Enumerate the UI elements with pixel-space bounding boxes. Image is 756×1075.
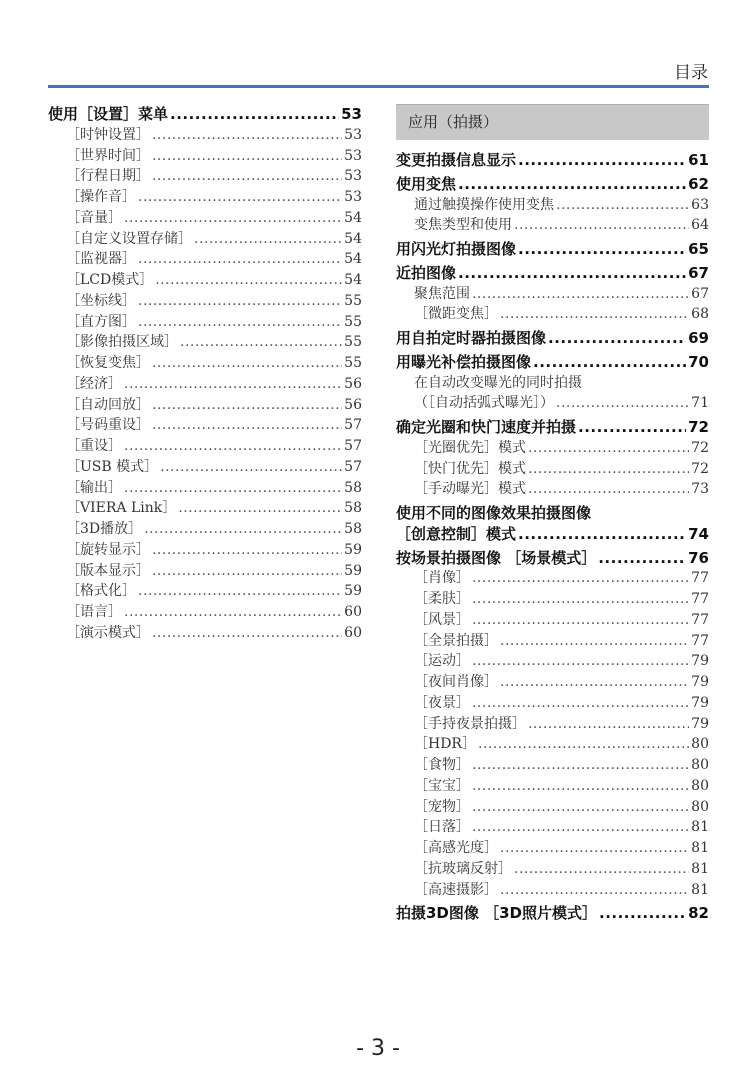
- toc-entry[interactable]: ［LCD模式］ ..... 54: [48, 270, 362, 291]
- toc-entry[interactable]: 变更拍摄信息显示 ..... 61: [396, 150, 709, 171]
- section-heading: 应用（拍摄）: [396, 104, 709, 140]
- toc-entry[interactable]: ［VIERA Link］ ..... 58: [48, 498, 362, 519]
- toc-entry[interactable]: ［全景拍摄］ ..... 77: [396, 631, 709, 652]
- page-number: - 3 -: [356, 1036, 400, 1061]
- toc-entry[interactable]: ［夜间肖像］ ..... 79: [396, 672, 709, 693]
- toc-entry[interactable]: ［3D播放］ ..... 58: [48, 519, 362, 540]
- toc-entry[interactable]: ［输出］ ..... 58: [48, 478, 362, 499]
- toc-entry[interactable]: ［运动］ ..... 79: [396, 651, 709, 672]
- toc-entry[interactable]: ［自动回放］ ..... 56: [48, 395, 362, 416]
- toc-entry[interactable]: ［夜景］ ..... 79: [396, 693, 709, 714]
- toc-entry[interactable]: 拍摄3D图像 ［3D照片模式］ ..... 82: [396, 903, 709, 924]
- toc-entry[interactable]: ［时钟设置］ ..... 53: [48, 125, 362, 146]
- toc-entry[interactable]: ［日落］ ..... 81: [396, 817, 709, 838]
- toc-entry[interactable]: 确定光圈和快门速度并拍摄 ..... 72: [396, 417, 709, 438]
- toc-entry[interactable]: ［肖像］ ..... 77: [396, 568, 709, 589]
- toc-entry[interactable]: ［宝宝］ ..... 80: [396, 776, 709, 797]
- toc-entry[interactable]: 通过触摸操作使用变焦 ..... 63: [396, 195, 709, 216]
- toc-entry[interactable]: 使用变焦 ..... 62: [396, 174, 709, 195]
- toc-entry-line[interactable]: 在自动改变曝光的同时拍摄: [414, 374, 582, 391]
- toc-entry[interactable]: 近拍图像 ..... 67: [396, 263, 709, 284]
- toc-entry[interactable]: ［微距变焦］ ..... 68: [396, 304, 709, 325]
- toc-entry[interactable]: ［操作音］ ..... 53: [48, 187, 362, 208]
- toc-entry[interactable]: ［版本显示］ ..... 59: [48, 561, 362, 582]
- toc-entry[interactable]: 聚焦范围 ..... 67: [396, 284, 709, 305]
- toc-entry[interactable]: 变焦类型和使用 ..... 64: [396, 215, 709, 236]
- toc-left-column: [48, 104, 362, 644]
- toc-entry[interactable]: ［USB 模式］ ..... 57: [48, 457, 362, 478]
- toc-entry[interactable]: ［坐标线］ ..... 55: [48, 291, 362, 312]
- toc-entry[interactable]: ［行程日期］ ..... 53: [48, 166, 362, 187]
- toc-entry[interactable]: ［高感光度］ ..... 81: [396, 838, 709, 859]
- toc-entry[interactable]: ［音量］ ..... 54: [48, 208, 362, 229]
- toc-entry[interactable]: ［经济］ ..... 56: [48, 374, 362, 395]
- toc-entry[interactable]: ［旋转显示］ ..... 59: [48, 540, 362, 561]
- toc-entry[interactable]: ［宠物］ ..... 80: [396, 797, 709, 818]
- page-header-title: 目录: [674, 63, 708, 83]
- toc-entry[interactable]: ［影像拍摄区域］ ..... 55: [48, 332, 362, 353]
- toc-entry[interactable]: ［风景］ ..... 77: [396, 610, 709, 631]
- toc-entry[interactable]: ［号码重设］ ..... 57: [48, 415, 362, 436]
- toc-entry[interactable]: ［恢复变焦］ ..... 55: [48, 353, 362, 374]
- toc-entry[interactable]: ［手动曝光］模式 ..... 73: [396, 479, 709, 500]
- toc-entry[interactable]: ［抗玻璃反射］ ..... 81: [396, 859, 709, 880]
- toc-entry[interactable]: 用曝光补偿拍摄图像 ..... 70: [396, 352, 709, 373]
- toc-right-column: [396, 104, 709, 924]
- toc-entry[interactable]: 用自拍定时器拍摄图像 ..... 69: [396, 328, 709, 349]
- toc-entry[interactable]: ［重设］ ..... 57: [48, 436, 362, 457]
- toc-entry[interactable]: 用闪光灯拍摄图像 ..... 65: [396, 239, 709, 260]
- toc-entry[interactable]: ［光圈优先］模式 ..... 72: [396, 438, 709, 459]
- header-rule: [48, 85, 709, 88]
- toc-entry[interactable]: ［高速摄影］ ..... 81: [396, 880, 709, 901]
- toc-entry[interactable]: ［柔肤］ ..... 77: [396, 589, 709, 610]
- toc-entry[interactable]: ［手持夜景拍摄］ ..... 79: [396, 714, 709, 735]
- toc-entry[interactable]: ［创意控制］模式 ..... 74: [396, 524, 709, 545]
- toc-entry-line[interactable]: 使用不同的图像效果拍摄图像: [396, 504, 592, 522]
- toc-entry[interactable]: ［快门优先］模式 ..... 72: [396, 459, 709, 480]
- toc-entry[interactable]: ［HDR］ ..... 80: [396, 734, 709, 755]
- toc-entry[interactable]: ［演示模式］ ..... 60: [48, 623, 362, 644]
- toc-entry[interactable]: ［语言］ ..... 60: [48, 602, 362, 623]
- toc-entry[interactable]: ［食物］ ..... 80: [396, 755, 709, 776]
- toc-entry[interactable]: ［世界时间］ ..... 53: [48, 146, 362, 167]
- toc-entry[interactable]: ［直方图］ ..... 55: [48, 312, 362, 333]
- toc-entry[interactable]: （［自动括弧式曝光］） ..... 71: [396, 393, 709, 414]
- toc-entry[interactable]: ［自定义设置存储］ ..... 54: [48, 229, 362, 250]
- toc-entry[interactable]: 使用［设置］菜单 ..... 53: [48, 104, 362, 125]
- toc-entry[interactable]: 按场景拍摄图像 ［场景模式］ ..... 76: [396, 548, 709, 569]
- toc-entry[interactable]: ［监视器］ ..... 54: [48, 249, 362, 270]
- toc-entry[interactable]: ［格式化］ ..... 59: [48, 581, 362, 602]
